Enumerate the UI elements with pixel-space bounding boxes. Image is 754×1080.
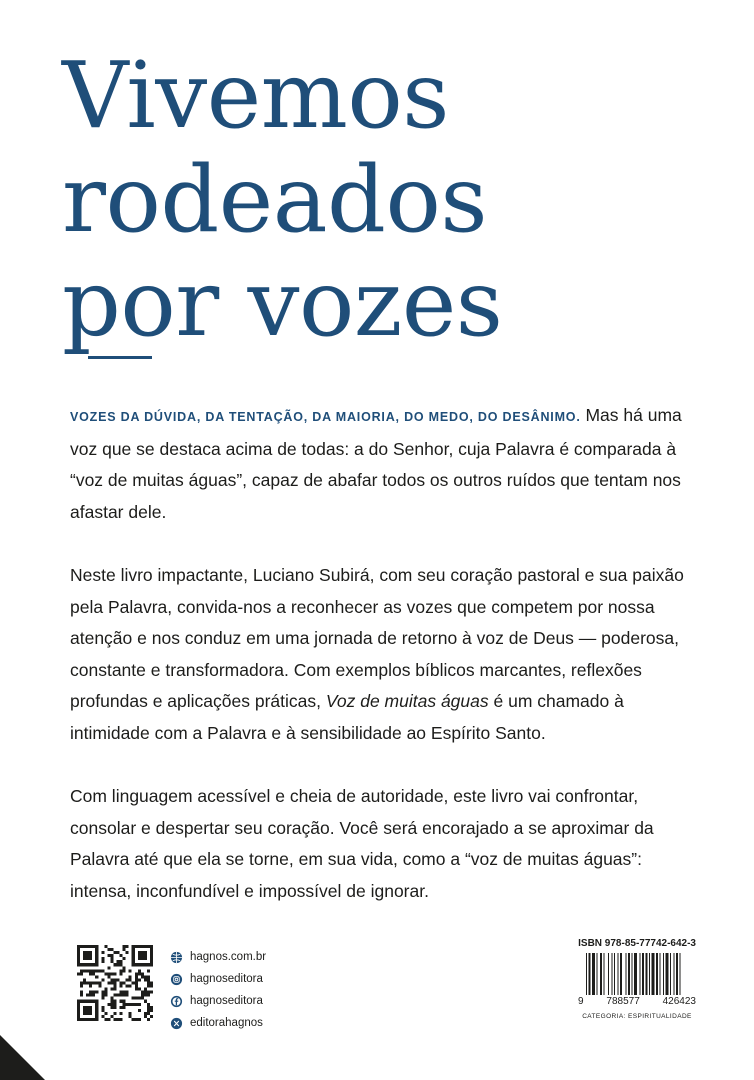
paragraph-3: Com linguagem acessível e cheia de autoridade, este livro vai confrontar, consolar e despertar seu coração. Você será encorajado a se aproximar da Palavra até que ela se torne, em sua vida, como a “voz de muitas águas”: intensa, inconfundível e impossível de ignorar. — [70, 786, 654, 901]
qr-code[interactable] — [77, 945, 153, 1021]
facebook-icon — [170, 995, 183, 1008]
social-item-facebook[interactable] — [170, 990, 266, 1012]
paragraph-2 — [70, 560, 694, 749]
back-cover-text — [70, 400, 694, 939]
headline-line-3-text: por vozes — [62, 250, 503, 357]
social-item-instagram[interactable] — [170, 968, 266, 990]
barcode-digit-first: 9 — [578, 996, 584, 1007]
headline-line-2: rodeados — [62, 146, 488, 253]
barcode-digits — [578, 996, 696, 1007]
headline — [62, 44, 503, 359]
headline-line-1: Vivemos — [62, 42, 450, 149]
headline-line-3 — [62, 252, 503, 359]
category-label: CATEGORIA: ESPIRITUALIDADE — [582, 1013, 692, 1020]
instagram-icon — [170, 973, 183, 986]
book-title-italic: Voz de muitas águas — [325, 691, 489, 711]
x-icon — [170, 1017, 183, 1030]
paragraph-2-text-b: é um chamado à intimidade com a Palavra e à sensibilidade ao Espírito Santo. — [70, 691, 624, 743]
paragraph-1-text: Mas há uma voz que se destaca acima de todas: a do Senhor, cuja Palavra é comparada à “voz de muitas águas”, capaz de abafar todos os outros ruídos que tentam nos afastar dele. — [70, 405, 682, 522]
barcode-digits-left: 788577 — [606, 996, 640, 1007]
lead-in-caps: VOZES DA DÚVIDA, DA TENTAÇÃO, DA MAIORIA, DO MEDO, DO DESÂNIMO. — [70, 410, 581, 424]
paragraph-1 — [70, 400, 694, 528]
barcode — [578, 953, 696, 995]
paragraph-2-text-a: Neste livro impactante, Luciano Subirá, com seu coração pastoral e sua paixão pela Palavra, convida-nos a reconhecer as vozes que competem por nossa atenção e nos conduz em uma jornada de retorno à voz de Deus — poderosa, constante e transformadora. Com exemplos bíblicos marcantes, reflexões profundas e aplicações práticas, — [70, 565, 684, 711]
social-links — [170, 946, 266, 1034]
globe-icon — [170, 951, 183, 964]
corner-triangle — [0, 1035, 45, 1080]
social-label: hagnoseditora — [190, 995, 263, 1007]
barcode-digits-right: 426423 — [662, 996, 696, 1007]
isbn-number: ISBN 978-85-77742-642-3 — [578, 938, 696, 949]
isbn-barcode-block — [578, 938, 696, 1020]
social-item-x[interactable] — [170, 1012, 266, 1034]
social-label: editorahagnos — [190, 1017, 263, 1029]
social-label: hagnoseditora — [190, 973, 263, 985]
social-label: hagnos.com.br — [190, 951, 267, 963]
social-item-website[interactable] — [170, 946, 266, 968]
